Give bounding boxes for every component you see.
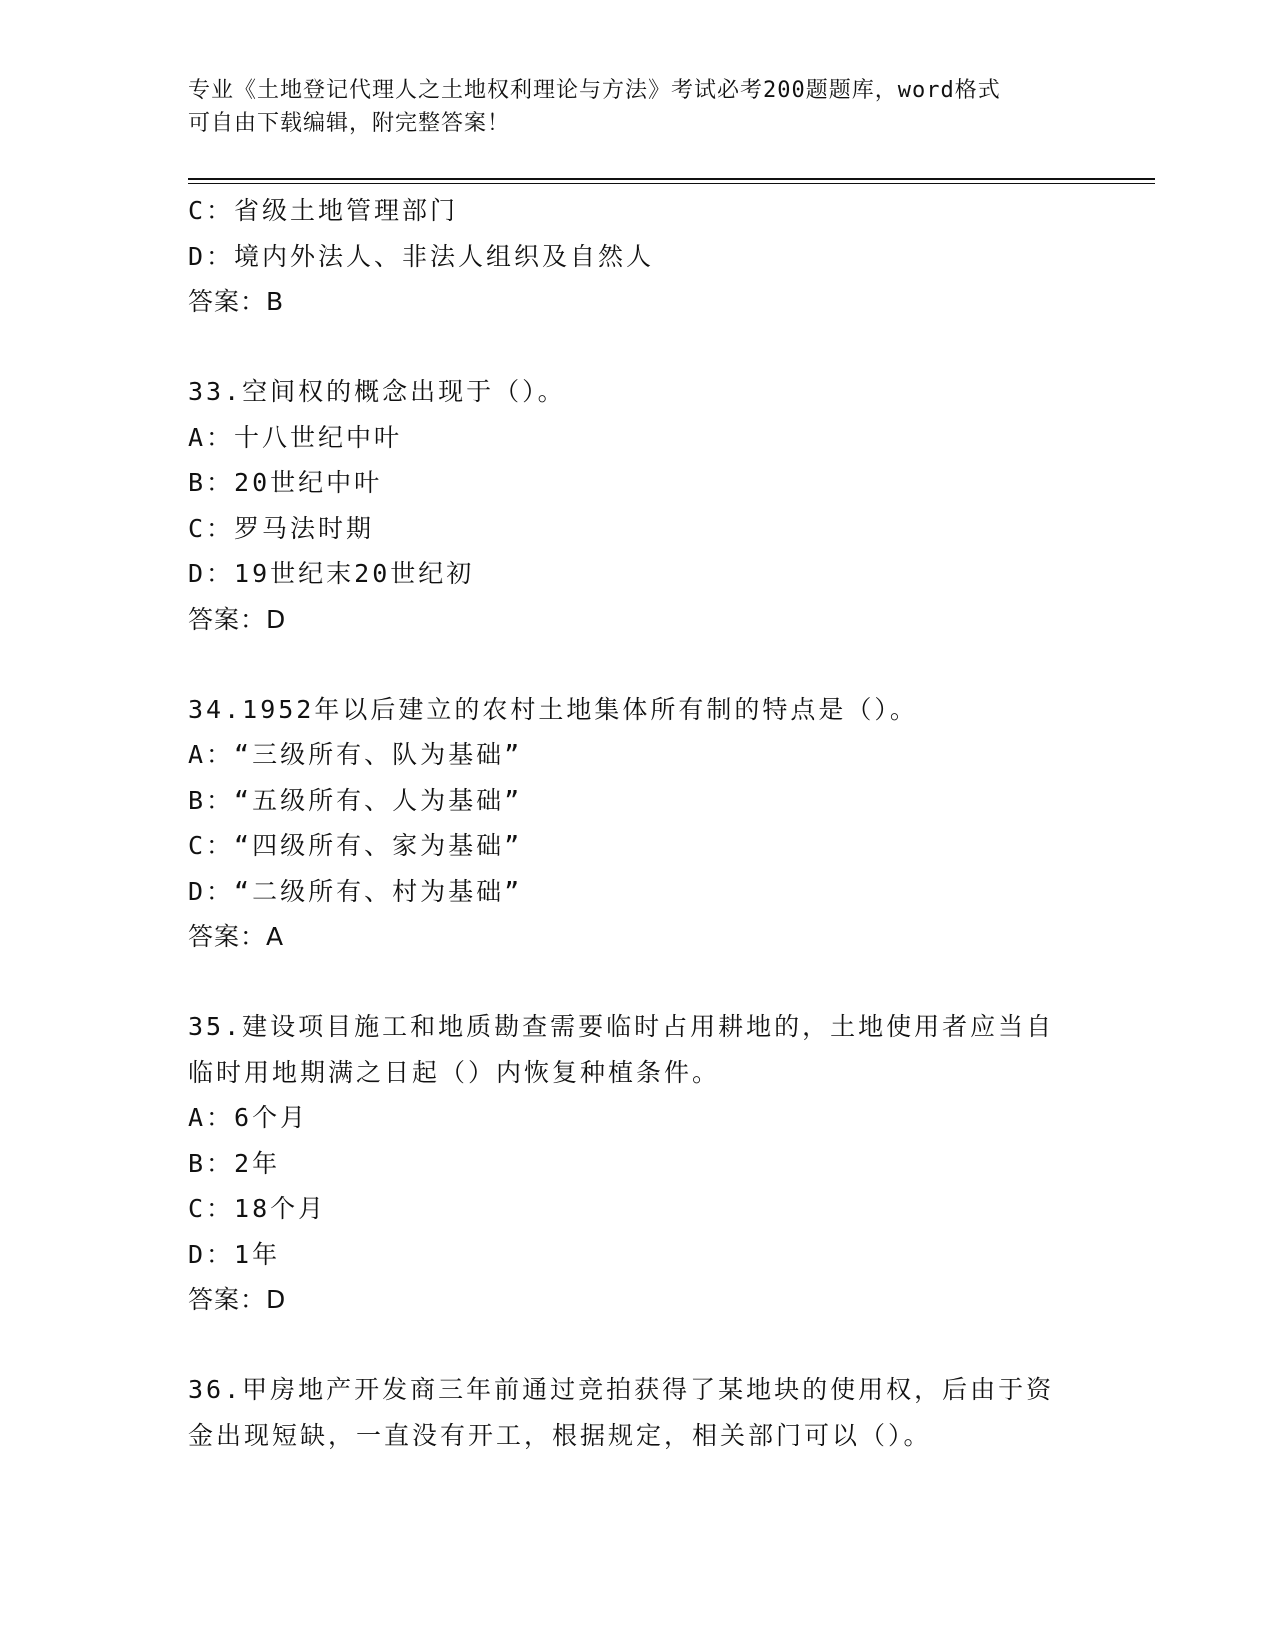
- question-stem-line-2: 临时用地期满之日起（）内恢复种植条件。: [188, 1057, 721, 1087]
- spacer: [188, 1323, 1088, 1367]
- question-stem: 34.1952年以后建立的农村土地集体所有制的特点是（）。: [188, 694, 918, 724]
- question-stem: 33.空间权的概念出现于（）。: [188, 377, 566, 406]
- option-c: C：“四级所有、家为基础”: [188, 831, 523, 860]
- spacer: [188, 960, 1088, 1004]
- question-stem-line-1: 35.建设项目施工和地质勘查需要临时占用耕地的，土地使用者应当自: [188, 1012, 1055, 1041]
- question-stem-line-1: 36.甲房地产开发商三年前通过竞拍获得了某地块的使用权，后由于资: [188, 1375, 1055, 1404]
- option-d: D：19世纪末20世纪初: [188, 559, 475, 588]
- option-c: C：18个月: [188, 1194, 327, 1223]
- answer-line: 答案：D: [188, 604, 287, 634]
- option-d: D：境内外法人、非法人组织及自然人: [188, 241, 655, 271]
- option-b: B：“五级所有、人为基础”: [188, 785, 523, 815]
- question-list: [188, 188, 1088, 1458]
- header-divider-thick: [188, 178, 1155, 180]
- answer-line: 答案：B: [188, 287, 285, 316]
- question-stem-line-2: 金出现短缺，一直没有开工，根据规定，相关部门可以（）。: [188, 1420, 932, 1450]
- document-header: [188, 74, 1088, 140]
- option-a: A：6个月: [188, 1103, 309, 1132]
- header-line-2: 可自由下载编辑，附完整答案！: [188, 111, 511, 136]
- option-c: C：罗马法时期: [188, 513, 375, 543]
- header-divider-thin: [188, 183, 1155, 184]
- header-line-1: 专业《土地登记代理人之土地权利理论与方法》考试必考200题题库，word格式: [188, 78, 1001, 103]
- previous-question-tail: [188, 188, 1088, 325]
- spacer: [188, 325, 1088, 369]
- option-d: D：“二级所有、村为基础”: [188, 876, 523, 906]
- question-36: [188, 1367, 1088, 1458]
- question-34: [188, 687, 1088, 961]
- answer-line: 答案：D: [188, 1285, 287, 1314]
- option-b: B：2年: [188, 1148, 281, 1178]
- option-d: D：1年: [188, 1239, 281, 1269]
- answer-line: 答案：A: [188, 922, 285, 951]
- option-c: C：省级土地管理部门: [188, 196, 459, 225]
- question-35: [188, 1004, 1088, 1323]
- option-a: A：十八世纪中叶: [188, 422, 403, 452]
- spacer: [188, 643, 1088, 687]
- question-33: [188, 369, 1088, 643]
- option-a: A：“三级所有、队为基础”: [188, 740, 523, 769]
- option-b: B：20世纪中叶: [188, 468, 383, 497]
